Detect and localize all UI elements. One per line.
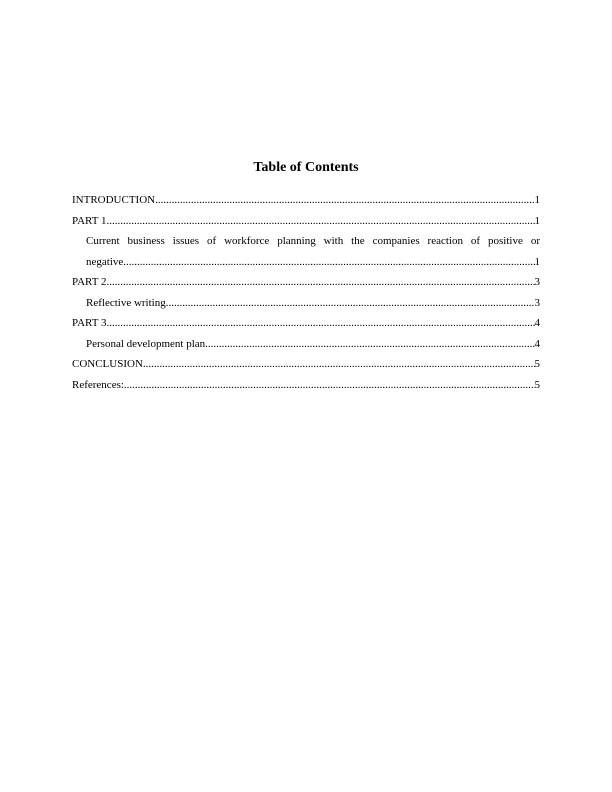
toc-word: with bbox=[323, 235, 344, 247]
toc-page-number: 3 bbox=[534, 296, 540, 309]
toc-entry-current-business-issues[interactable] bbox=[72, 231, 540, 272]
table-of-contents bbox=[72, 190, 540, 395]
toc-word: companies bbox=[372, 235, 420, 247]
toc-word: planning bbox=[277, 235, 316, 247]
toc-word: business bbox=[127, 235, 165, 247]
toc-entry-label: CONCLUSION bbox=[72, 358, 143, 370]
toc-leader-dots bbox=[107, 272, 535, 293]
toc-leader-dots bbox=[155, 190, 534, 211]
toc-page-number: 1 bbox=[534, 194, 540, 206]
toc-word: Current bbox=[86, 235, 120, 247]
toc-entry-introduction[interactable] bbox=[72, 190, 540, 211]
toc-entry-reflective-writing[interactable] bbox=[72, 293, 540, 314]
toc-leader-dots bbox=[107, 211, 535, 232]
toc-entry-references[interactable] bbox=[72, 375, 540, 396]
toc-page-number: 4 bbox=[534, 317, 540, 329]
toc-entry-label-line-1 bbox=[86, 231, 540, 252]
toc-page-number: 5 bbox=[534, 378, 540, 391]
toc-word: issues bbox=[172, 235, 200, 247]
toc-word: reaction bbox=[427, 235, 463, 247]
toc-entry-label: negative. bbox=[86, 255, 127, 268]
toc-leader-dots bbox=[124, 375, 535, 396]
toc-entry-label: Reflective writing bbox=[86, 296, 166, 309]
toc-leader-dots bbox=[143, 354, 535, 375]
toc-page-number: 4 bbox=[534, 337, 540, 350]
toc-leader-dots bbox=[126, 252, 534, 273]
toc-entry-label: PART 1 bbox=[72, 214, 107, 227]
toc-word: or bbox=[530, 235, 540, 247]
toc-word: the bbox=[351, 235, 365, 247]
toc-page-number: 1 bbox=[534, 255, 540, 268]
toc-page-number: 3 bbox=[534, 276, 540, 288]
toc-page-number: 1 bbox=[534, 214, 540, 227]
toc-page-number: 5 bbox=[534, 358, 540, 370]
toc-leader-dots bbox=[166, 293, 535, 314]
toc-entry-part-2[interactable] bbox=[72, 272, 540, 293]
toc-entry-label: PART 2 bbox=[72, 276, 107, 288]
toc-word: of bbox=[470, 235, 481, 247]
toc-leader-dots bbox=[107, 313, 535, 334]
toc-entry-conclusion[interactable] bbox=[72, 354, 540, 375]
toc-entry-label: INTRODUCTION bbox=[72, 194, 156, 206]
toc-entry-label: Personal development plan bbox=[86, 337, 206, 350]
toc-word: of bbox=[206, 235, 217, 247]
toc-entry-label: PART 3 bbox=[72, 317, 107, 329]
toc-entry-personal-development-plan[interactable] bbox=[72, 334, 540, 355]
toc-word: workforce bbox=[224, 235, 270, 247]
toc-entry-label: References: bbox=[72, 378, 124, 391]
toc-entry-label-line-2 bbox=[86, 252, 540, 273]
toc-leader-dots bbox=[205, 334, 534, 355]
toc-title: Table of Contents bbox=[253, 160, 359, 175]
toc-entry-part-3[interactable] bbox=[72, 313, 540, 334]
toc-entry-part-1[interactable] bbox=[72, 211, 540, 232]
toc-word: positive bbox=[488, 235, 523, 247]
